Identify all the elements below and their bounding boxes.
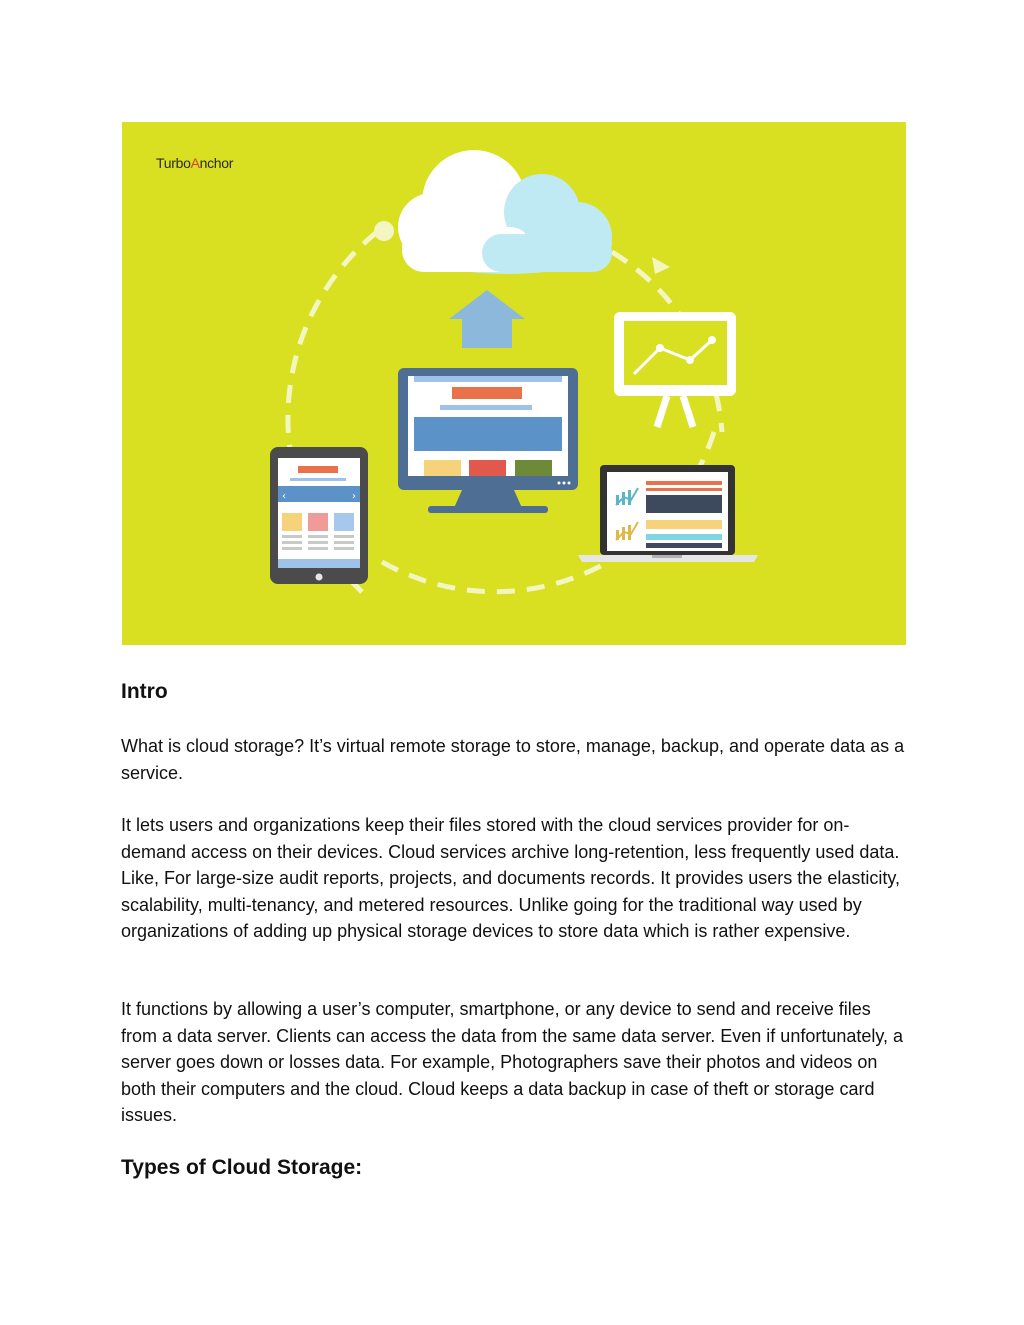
types-heading: Types of Cloud Storage:: [121, 1156, 363, 1179]
intro-paragraph-1: What is cloud storage? It’s virtual remote storage to store, manage, backup, and operate data as a service.: [121, 736, 905, 783]
svg-text:›: ›: [352, 491, 356, 502]
svg-text:‹: ‹: [282, 491, 286, 502]
path-dot: [374, 221, 394, 241]
intro-heading: Intro: [121, 680, 168, 703]
hero-illustration: [122, 122, 906, 645]
logo-text-part2: nchor: [199, 155, 234, 171]
monitor-icon: [398, 368, 578, 513]
path-arrowhead-icon: [652, 257, 670, 274]
cloud-icon: [398, 150, 612, 274]
upload-arrow-icon: [449, 290, 525, 348]
logo-text-part1: Turbo: [156, 155, 191, 171]
intro-paragraph-2: It lets users and organizations keep their files stored with the cloud services provider for on-demand access on their devices. Cloud services archive long-retention, less frequently used data. Like, For large-size audit reports, projects, and documents records. It provides users the elasticity, scalability, multi-tenancy, and metered resources. Unlike going for the traditional way used by organizations of adding up physical storage devices to store data which is rather expensive.: [121, 815, 901, 941]
cloud-storage-illustration: [122, 122, 906, 645]
laptop-icon: [578, 465, 758, 562]
tablet-icon: [270, 447, 368, 584]
turboanchor-logo: [156, 155, 233, 171]
logo-text-accent: A: [190, 155, 200, 171]
intro-paragraph-3: It functions by allowing a user’s computer, smartphone, or any device to send and receive files from a data server. Clients can access the data from the same data server. Even if unfortunately, a server goes down or losses data. For example, Photographers save their photos and videos on both their computers and the cloud. Cloud keeps a data backup in case of theft or storage card issues.: [121, 999, 904, 1125]
